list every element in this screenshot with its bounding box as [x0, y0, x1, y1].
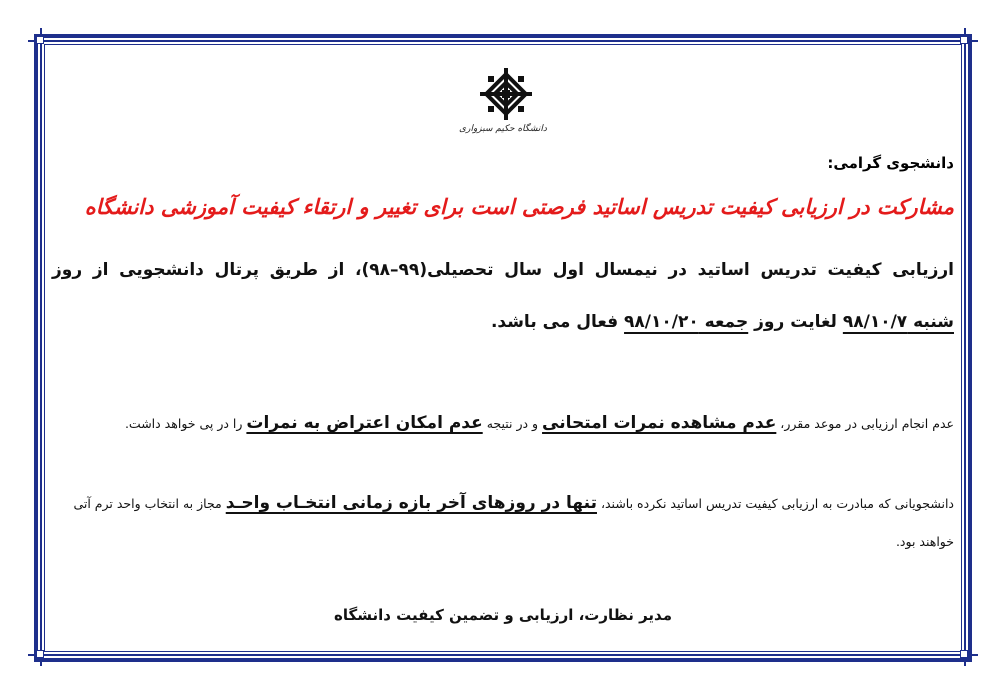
warning-paragraph: [52, 406, 954, 441]
announcement-tail: فعال می باشد.: [490, 312, 625, 332]
start-date: شنبه ۹۸/۱۰/۷: [842, 312, 954, 332]
end-date: جمعه ۹۸/۱۰/۲۰: [624, 312, 749, 332]
notice-text-1: دانشجویانی که مبادرت به ارزیابی کیفیت تدریس اساتید نکرده باشند،: [596, 496, 954, 511]
document-body: [44, 44, 962, 652]
announcement-line-1: ارزیابی کیفیت تدریس اساتید در نیمسال اول سال تحصیلی(۹۹–۹۸)، از طریق پرتال دانشجویی از روز: [52, 260, 954, 280]
border-line-right: [964, 28, 966, 666]
date-connector: لغایت روز: [748, 312, 843, 332]
university-emblem-icon: [478, 66, 534, 122]
warning-emphasis-1: عدم مشاهده نمرات امتحانی: [542, 413, 777, 433]
border-line-bottom: [28, 654, 978, 656]
notice-text-2: مجاز به انتخاب واحد ترم آتی خواهند بود.: [73, 496, 954, 549]
notice-paragraph: [52, 484, 954, 561]
notice-emphasis: تنها در روزهای آخر بازه زمانی انتخـاب واحـد: [225, 493, 597, 513]
warning-text-1: عدم انجام ارزیابی در موعد مقرر،: [776, 416, 954, 431]
headline: مشارکت در ارزیابی کیفیت تدریس اساتید فرصتی است برای تغییر و ارتقاء کیفیت آموزشی دانشگاه: [84, 194, 954, 219]
corner-ornament-bottom-left: [36, 650, 44, 658]
border-line-top: [28, 40, 978, 42]
logo-caption: دانشگاه حکیم سبزواری: [459, 124, 547, 134]
warning-text-2: و در نتیجه: [482, 416, 543, 431]
corner-ornament-top-right: [960, 36, 968, 44]
warning-emphasis-2: عدم امکان اعتراض به نمرات: [246, 413, 483, 433]
signature: مدیر نظارت، ارزیابی و تضمین کیفیت دانشگاه: [333, 606, 673, 624]
corner-ornament-top-left: [36, 36, 44, 44]
announcement-line-2: [52, 312, 954, 332]
greeting: دانشجوی گرامی:: [827, 154, 954, 172]
border-line-left: [40, 28, 42, 666]
warning-text-3: را در پی خواهد داشت.: [124, 416, 247, 431]
